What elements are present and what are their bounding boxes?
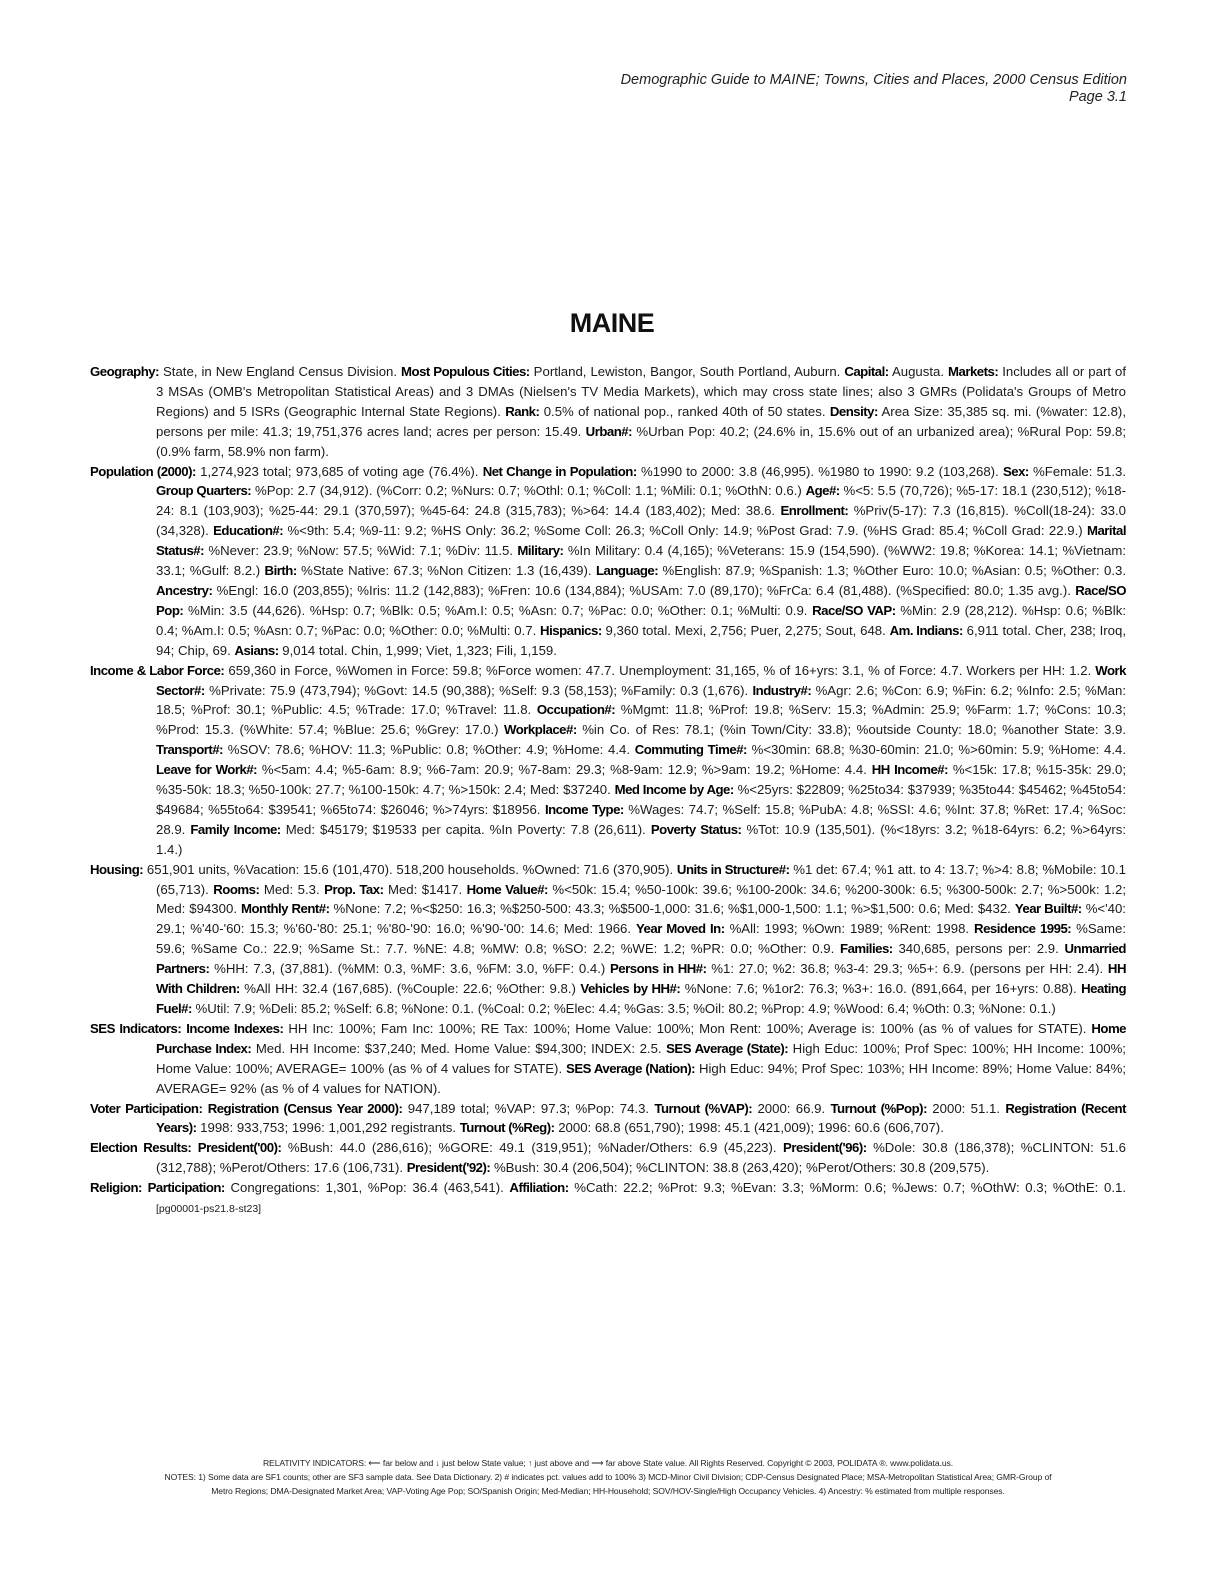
field-label: Hispanics: (540, 622, 602, 638)
section-ses-indicators (90, 1019, 1126, 1099)
field-label: HH Income#: (871, 762, 949, 778)
field-label: Registration (Recent Years): (156, 1100, 1126, 1136)
field-label: Heating Fuel#: (156, 981, 1127, 1016)
field-label: Vehicles by HH#: (580, 981, 681, 997)
field-value: %Private: 75.9 (473,794); %Govt: 14.5 (90,388); %Self: 9.3 (58,153); %Family: 0.3 (1,676). (204, 682, 753, 698)
field-value: 6,911 total. Cher, 238; Iroq, 94; Chip, 69. (156, 622, 1126, 658)
page-header (621, 72, 1127, 106)
field-value: %Wages: 74.7; %Self: 15.8; %PubA: 4.8; %SSI: 4.6; %Int: 37.8; %Ret: 17.4; %Soc: 28.9. (156, 801, 1126, 837)
field-label: Marital Status#: (156, 523, 1126, 559)
field-value: %State Native: 67.3; %Non Citizen: 1.3 (16,439). (296, 563, 596, 579)
field-label: Prop. Tax: (324, 881, 384, 897)
field-value: 651,901 units, %Vacation: 15.6 (101,470). 518,200 households. %Owned: 71.6 (370,905). (143, 861, 677, 877)
field-value: 2000: 66.9. (752, 1100, 831, 1116)
field-value: %<9th: 5.4; %9-11: 9.2; %HS Only: 36.2; %Some Coll: 26.3; %Coll Only: 14.9; %Post Grad: 7.9. (%HS Grad: 85.4; %Coll Grad: 22.9.) (283, 523, 1087, 539)
field-value: %None: 7.6; %1or2: 76.3; %3+: 16.0. (891,664, per 16+yrs: 0.88). (680, 981, 1082, 997)
field-value: Portland, Lewiston, Bangor, South Portland, Auburn. (529, 364, 845, 379)
field-label: Participation: (147, 1180, 225, 1196)
field-value: %Pop: 2.7 (34,912). (%Corr: 0.2; %Nurs: 0.7; %Othl: 0.1; %Coll: 1.1; %Mili: 0.1; %OthN: 0.6.) (251, 483, 806, 499)
field-value: 2000: 51.1. (926, 1100, 1006, 1116)
field-value: 1998: 933,753; 1996: 1,001,292 registrants. (196, 1120, 460, 1136)
document-title: Demographic Guide to MAINE; Towns, Cities and Places, 2000 Census Edition (620, 72, 1127, 88)
field-value: %All HH: 32.4 (167,685). (%Couple: 22.6; %Other: 9.8.) (239, 981, 581, 997)
field-value: High Educ: 100%; Prof Spec: 100%; HH Income: 100%; Home Value: 100%; AVERAGE= 100% (as % of 4 values for STATE). (156, 1040, 1126, 1076)
notes-line-1: NOTES: 1) Some data are SF1 counts; other are SF3 sample data. See Data Dictionary. 2) # indicates pct. values add to 100% 3) MCD-Minor Civil Division; CDP-Census Designated Place; MSA-Metropolitan Statistical Area; GMR-Group of (164, 1472, 1052, 1482)
field-value: %1: 27.0; %2: 36.8; %3-4: 29.3; %5+: 6.9. (persons per HH: 2.4). (706, 961, 1108, 977)
field-label: Most Populous Cities: (401, 364, 530, 379)
field-label: Language: (595, 563, 659, 579)
field-value: %Bush: 44.0 (286,616); %GORE: 49.1 (319,951); %Nader/Others: 6.9 (45,223). (281, 1140, 784, 1156)
field-value: %English: 87.9; %Spanish: 1.3; %Other Euro: 10.0; %Asian: 0.5; %Other: 0.3. (658, 563, 1126, 579)
field-label: President('00): (197, 1140, 282, 1156)
field-value: %<15k: 17.8; %15-35k: 29.0; %35-50k: 18.3; %50-100k: 27.7; %100-150k: 4.7; %>150k: 2.4; Med: $37240. (156, 762, 1127, 798)
field-label: Income & Labor Force: (90, 662, 225, 678)
field-value: 2000: 68.8 (651,790); 1998: 45.1 (421,009); 1996: 60.6 (606,707). (554, 1120, 944, 1136)
field-label: President('96): (783, 1140, 867, 1156)
field-label: Rooms: (213, 881, 260, 897)
field-value: 1,274,923 total; 973,685 of voting age (76.4%). (195, 463, 483, 479)
field-value: 9,014 total. Chin, 1,999; Viet, 1,323; Fili, 1,159. (278, 642, 557, 658)
section-geography (90, 362, 1126, 462)
field-value: %Same: 59.6; %Same Co.: 22.9; %Same St.: 7.7. %NE: 4.8; %MW: 0.8; %SO: 2.2; %WE: 1.2; %PR: 0.0; %Other: 0.9. (156, 921, 1126, 957)
field-value: %HH: 7.3, (37,881). (%MM: 0.3, %MF: 3.6, %FM: 3.0, %FF: 0.4.) (209, 961, 610, 977)
field-value: %Min: 3.5 (44,626). %Hsp: 0.7; %Blk: 0.5; %Am.I: 0.5; %Asn: 0.7; %Pac: 0.0; %Other: 0.1; %Multi: 0.9. (183, 602, 813, 618)
field-value: %<25yrs: $22809; %25to34: $37939; %35to44: $45462; %45to54: $49684; %55to64: $39541; %65to74: $26046; %>74yrs: $18956. (156, 782, 1126, 817)
field-value: Med: $45179; $19533 per capita. %In Poverty: 7.8 (26,611). (280, 821, 651, 837)
field-value: %Mgmt: 11.8; %Prof: 19.8; %Serv: 15.3; %Admin: 25.9; %Farm: 1.7; %Cons: 10.3; %Prod: 15.3. (%White: 57.4; %Blue: 25.6; %Grey: 17.0.) (156, 702, 1126, 738)
page-number: Page 3.1 (1068, 89, 1127, 105)
field-label: Am. Indians: (889, 622, 963, 638)
field-value: %Util: 7.9; %Deli: 85.2; %Self: 6.8; %None: 0.1. (%Coal: 0.2; %Elec: 4.4; %Gas: 3.5; %Oil: 80.2; %Prop: 4.9; %Wood: 6.4; %Oth: 0.3; %None: 0.1.) (191, 1001, 1056, 1016)
field-label: Affiliation: (509, 1180, 569, 1196)
section-income-labor (90, 661, 1126, 860)
section-election-results (90, 1138, 1126, 1178)
field-value: 340,685, persons per: 2.9. (892, 941, 1065, 957)
field-value: High Educ: 94%; Prof Spec: 103%; HH Income: 89%; Home Value: 84%; AVERAGE= 92% (as % of 4 values for NATION). (156, 1060, 1126, 1096)
field-label: Home Value#: (466, 881, 548, 897)
field-value: 9,360 total. Mexi, 2,756; Puer, 2,275; Sout, 648. (601, 622, 890, 638)
field-value: %None: 7.2; %<$250: 16.3; %$250-500: 43.3; %$500-1,000: 31.6; %$1,000-1,500: 1.1; %>$1,500: 0.6; Med: $432. (329, 901, 1015, 917)
field-label: Birth: (264, 563, 297, 579)
field-label: President('92): (406, 1160, 491, 1176)
field-value: %<5am: 4.4; %5-6am: 8.9; %6-7am: 20.9; %7-8am: 29.3; %8-9am: 12.9; %>9am: 19.2; %Home: 4.4. (257, 762, 872, 778)
field-label: SES Average (State): (666, 1040, 789, 1056)
field-label: Rank: (505, 403, 540, 419)
field-value: %1 det: 67.4; %1 att. to 4: 13.7; %>4: 8.8; %Mobile: 10.1 (65,713). (156, 861, 1126, 897)
field-label: Race/SO VAP: (812, 602, 896, 618)
field-value: Med: 5.3. (259, 881, 325, 897)
field-value: Augusta. (888, 364, 949, 379)
field-label: Residence 1995: (974, 921, 1072, 937)
field-value: %SOV: 78.6; %HOV: 11.3; %Public: 0.8; %Other: 4.9; %Home: 4.4. (223, 742, 635, 758)
field-label: Geography: (90, 364, 160, 379)
field-value: %Min: 2.9 (28,212). %Hsp: 0.6; %Blk: 0.4; %Am.I: 0.5; %Asn: 0.7; %Pac: 0.0; %Other: 0.0; %Multi: 0.7. (156, 602, 1126, 638)
section-religion (90, 1178, 1126, 1220)
field-value: %Bush: 30.4 (206,504); %CLINTON: 38.8 (263,420); %Perot/Others: 30.8 (209,575). (490, 1160, 990, 1176)
field-label: Income Type: (544, 801, 624, 817)
field-label: Military: (517, 543, 564, 559)
field-value: Med: $1417. (383, 881, 467, 897)
page-title: MAINE (569, 308, 655, 338)
field-label: Industry#: (752, 682, 812, 698)
field-label: Religion: (90, 1180, 142, 1196)
field-value: %In Military: 0.4 (4,165); %Veterans: 15.9 (154,590). (%WW2: 19.8; %Korea: 14.1; %Vietnam: 33.1; %Gulf: 8.2.) (156, 543, 1126, 579)
field-label: Occupation#: (536, 702, 616, 718)
field-label: Home Purchase Index: (156, 1020, 1127, 1056)
field-label: Units in Structure#: (676, 861, 790, 877)
field-value: %Tot: 10.9 (135,501). (%<18yrs: 3.2; %18-64yrs: 6.2; %>64yrs: 1.4.) (156, 821, 1126, 857)
field-label: Leave for Work#: (156, 762, 258, 778)
field-label: Race/SO Pop: (156, 582, 1126, 618)
field-label: Families: (840, 941, 893, 957)
field-value: Area Size: 35,385 sq. mi. (%water: 12.8), persons per mile: 41.3; 19,751,376 acres land; acres per person: 15.49. (156, 403, 1126, 439)
field-label: Density: (829, 403, 878, 419)
field-label: Group Quarters: (156, 483, 252, 499)
profile-body (90, 362, 1126, 1220)
notes-line-2: Metro Regions; DMA-Designated Market Area; VAP-Voting Age Pop; SO/Spanish Origin; Med-Median; HH-Household; SOV/HOV-Single/High Occupancy Vehicles. 4) Ancestry: % estimated from multiple responses. (211, 1486, 1005, 1496)
field-label: Turnout (%VAP): (654, 1100, 753, 1116)
page-code: [pg00001-ps21.8-st23] (156, 1203, 262, 1216)
field-label: Age#: (805, 483, 840, 499)
field-value: 0.5% of national pop., ranked 40th of 50 states. (539, 403, 830, 419)
field-label: Persons in HH#: (610, 961, 707, 977)
field-value: %All: 1993; %Own: 1989; %Rent: 1998. (724, 921, 975, 937)
field-value: State, in New England Census Division. (159, 364, 402, 379)
field-value: %Female: 51.3. (1028, 463, 1126, 479)
field-label: Monthly Rent#: (240, 901, 330, 917)
section-population (90, 462, 1126, 661)
field-label: Workplace#: (504, 722, 577, 738)
field-label: Voter Participation: (90, 1100, 203, 1116)
field-label: Turnout (%Reg): (459, 1120, 555, 1136)
field-value: %<5: 5.5 (70,726); %5-17: 18.1 (230,512); %18-24: 8.1 (103,903); %25-44: 29.1 (370,597); %45-64: 24.8 (315,783); %>64: 14.4 (183,402); Med: 38.6. (156, 483, 1126, 519)
field-label: Urban#: (585, 423, 632, 439)
field-value: Congregations: 1,301, %Pop: 36.4 (463,541). (224, 1180, 510, 1196)
field-label: Year Moved In: (635, 921, 725, 937)
field-label: Capital: (844, 364, 889, 379)
field-label: Housing: (90, 861, 144, 877)
field-value: %Dole: 30.8 (186,378); %CLINTON: 51.6 (312,788); %Perot/Others: 17.6 (106,731). (156, 1140, 1126, 1176)
field-value: %Agr: 2.6; %Con: 6.9; %Fin: 6.2; %Info: 2.5; %Man: 18.5; %Prof: 30.1; %Public: 4.5; %Trade: 17.0; %Travel: 11.8. (156, 682, 1127, 718)
field-value: 947,189 total; %VAP: 97.3; %Pop: 74.3. (402, 1100, 655, 1116)
field-label: Income Indexes: (186, 1020, 284, 1036)
field-label: Year Built#: (1014, 901, 1082, 917)
section-voter-participation (90, 1099, 1126, 1139)
field-value: %Priv(5-17): 7.3 (16,815). %Coll(18-24): 33.0 (34,328). (156, 503, 1127, 539)
page-footer (90, 1456, 1126, 1498)
field-value: 659,360 in Force, %Women in Force: 59.8; %Force women: 47.7. Unemployment: 31,165, % of 16+yrs: 3.1, % of Force: 4.7. Workers per HH: 1.2. (224, 662, 1096, 678)
field-label: Registration (Census Year 2000): (207, 1100, 403, 1116)
field-label: Poverty Status: (650, 821, 742, 837)
field-label: Unmarried Partners: (156, 941, 1126, 977)
field-label: Education#: (213, 523, 284, 539)
field-label: Asians: (234, 642, 279, 658)
section-housing (90, 860, 1126, 1019)
field-label: Work Sector#: (156, 662, 1126, 698)
field-label: Ancestry: (156, 582, 213, 598)
field-label: Family Income: (190, 821, 281, 837)
relativity-indicators-note: RELATIVITY INDICATORS: ⟵ far below and ↓ just below State value; ↑ just above and ⟶ far above State value. All Rights Reserved. Copyright © 2003, POLIDATA ®. www.polidata.us. (262, 1458, 954, 1468)
field-label: Population (2000): (90, 463, 196, 479)
field-label: Net Change in Population: (482, 463, 637, 479)
field-value: Includes all or part of 3 MSAs (OMB's Metropolitan Statistical Areas) and 3 DMAs (Nielsen's TV Media Markets), which may cross state lines; also 3 GMRs (Polidata's Groups of Metro Regions) and 5 ISRs (Geographic Internal State Regions). (156, 364, 1127, 419)
field-label: HH With Children: (156, 961, 1126, 997)
field-label: Markets: (948, 364, 999, 379)
field-value: %<30min: 68.8; %30-60min: 21.0; %>60min: 5.9; %Home: 4.4. (746, 742, 1126, 758)
field-label: Enrollment: (780, 503, 849, 519)
field-value: %<'40: 29.1; %'40-'60: 15.3; %'60-'80: 25.1; %'80-'90: 16.0; %'90-'00: 14.6; Med: 1966. (156, 901, 1126, 937)
field-label: Sex: (1002, 463, 1029, 479)
field-value: %1990 to 2000: 3.8 (46,995). %1980 to 1990: 9.2 (103,268). (636, 463, 1003, 479)
field-value: %Engl: 16.0 (203,855); %Iris: 11.2 (142,883); %Fren: 10.6 (134,884); %USAm: 7.0 (89,170); %FrCa: 6.4 (81,488). (%Specified: 80.0; 1.35 avg.). (212, 582, 1076, 598)
field-value: %Cath: 22.2; %Prot: 9.3; %Evan: 3.3; %Morm: 0.6; %Jews: 0.7; %OthW: 0.3; %OthE: 0.1. (568, 1180, 1126, 1196)
field-value: %Urban Pop: 40.2; (24.6% in, 15.6% out of an urbanized area); %Rural Pop: 59.8; (0.9% farm, 58.9% non farm). (156, 423, 1126, 459)
field-label: SES Indicators: (90, 1020, 182, 1036)
field-value: %<50k: 15.4; %50-100k: 39.6; %100-200k: 34.6; %200-300k: 6.5; %300-500k: 2.7; %>500k: 1.2; Med: $94300. (156, 881, 1126, 917)
field-value: %Never: 23.9; %Now: 57.5; %Wid: 7.1; %Div: 11.5. (204, 543, 518, 559)
field-value: %in Co. of Res: 78.1; (%in Town/City: 33.8); %outside County: 18.0; %another State: 3.9. (576, 722, 1126, 738)
field-label: Commuting Time#: (634, 742, 747, 758)
field-value: HH Inc: 100%; Fam Inc: 100%; RE Tax: 100%; Home Value: 100%; Mon Rent: 100%; Average is: 100% (as % of values for STATE). (283, 1020, 1092, 1036)
field-label: Election Results: (90, 1140, 192, 1156)
field-label: SES Average (Nation): (566, 1060, 696, 1076)
field-value: Med. HH Income: $37,240; Med. Home Value: $94,300; INDEX: 2.5. (251, 1040, 667, 1056)
field-label: Turnout (%Pop): (830, 1100, 927, 1116)
field-label: Med Income by Age: (614, 782, 734, 798)
field-label: Transport#: (156, 742, 224, 758)
